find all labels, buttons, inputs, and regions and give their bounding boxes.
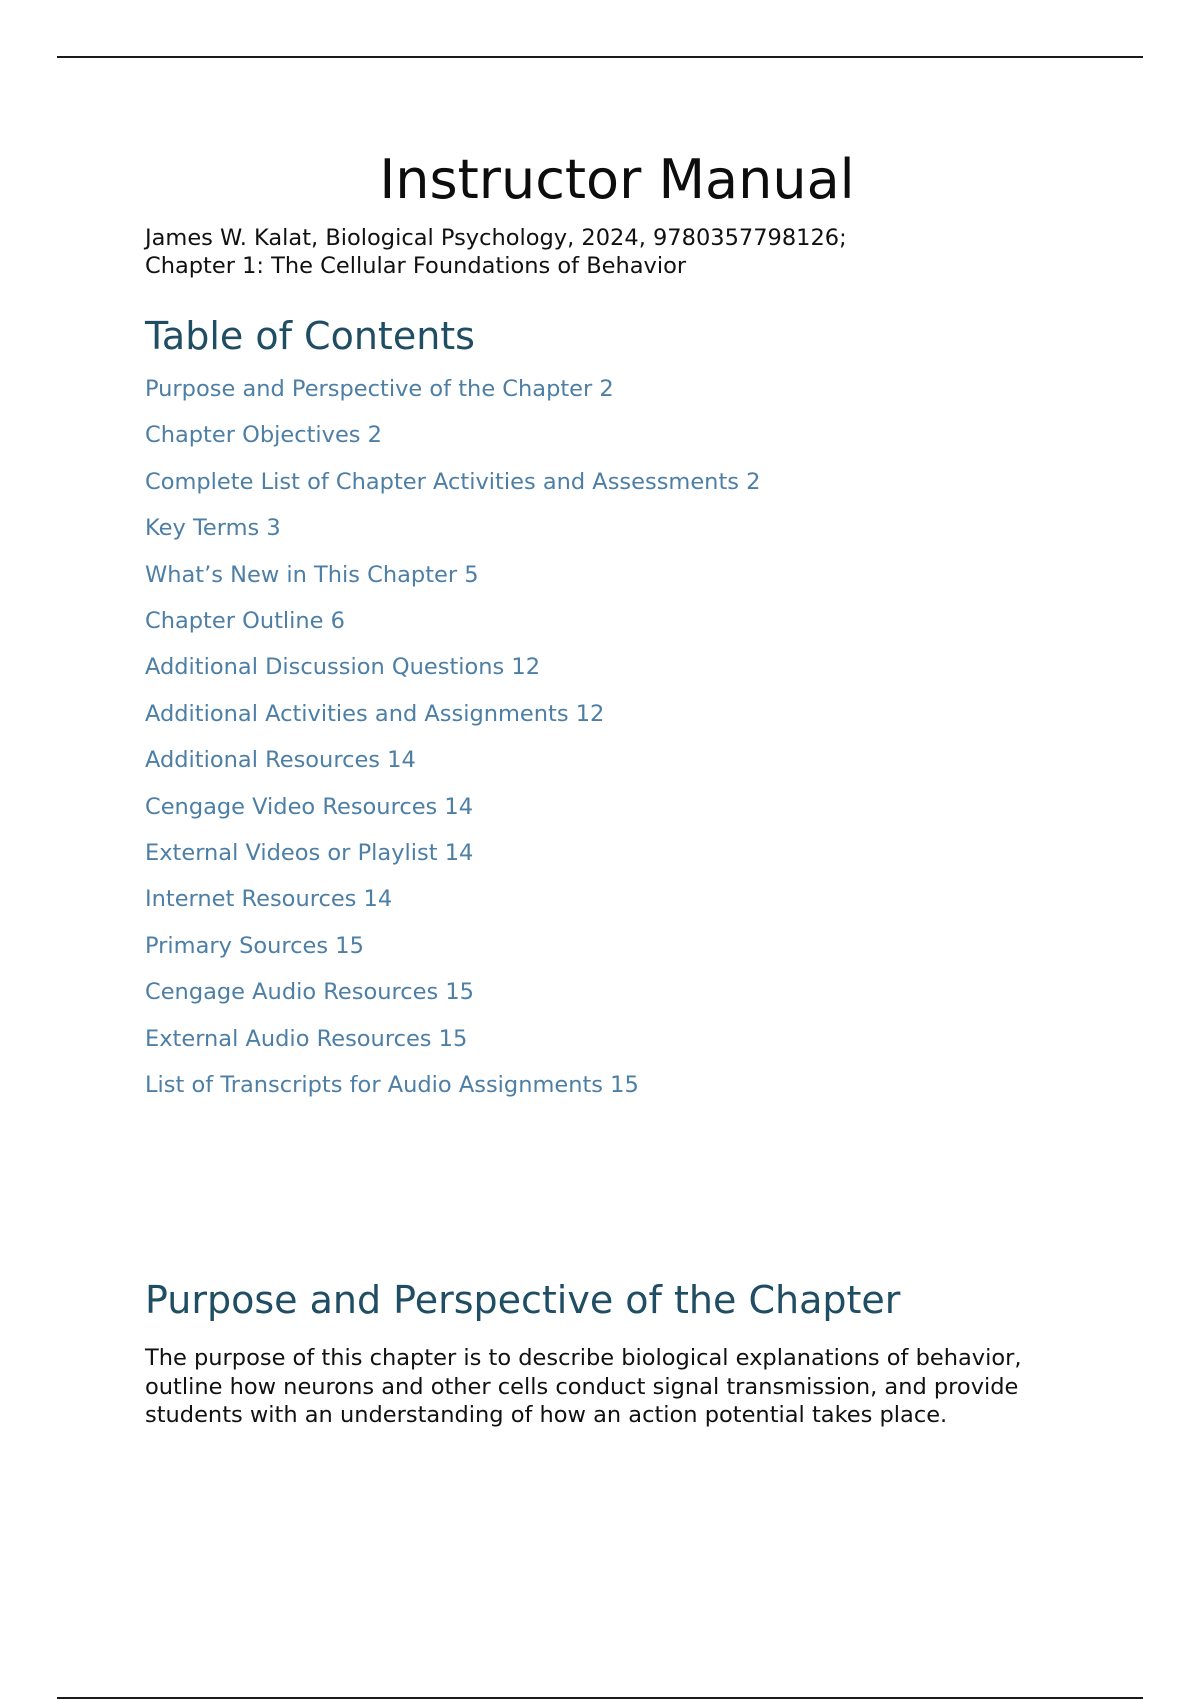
toc-link-primary-sources[interactable]: Primary Sources 15: [145, 932, 364, 959]
document-title: Instructor Manual: [379, 148, 855, 211]
document-front-matter: [145, 138, 1105, 1109]
section-heading: Purpose and Perspective of the Chapter: [145, 1278, 901, 1322]
toc-link-chapter-outline[interactable]: Chapter Outline 6: [145, 608, 345, 635]
toc-link-audio-transcripts[interactable]: List of Transcripts for Audio Assignments 15: [145, 1072, 639, 1099]
toc-link-external-audio[interactable]: External Audio Resources 15: [145, 1025, 468, 1052]
toc-list: [145, 366, 1105, 1109]
toc-link-cengage-video[interactable]: Cengage Video Resources 14: [145, 793, 474, 820]
header-rule: [57, 56, 1143, 58]
toc-link-cengage-audio[interactable]: Cengage Audio Resources 15: [145, 979, 474, 1006]
toc-link-internet-resources[interactable]: Internet Resources 14: [145, 886, 393, 913]
footer-rule: [57, 1697, 1143, 1699]
meta-book-line: James W. Kalat, Biological Psychology, 2024, 9780357798126;: [145, 225, 847, 251]
toc-link-activities-assignments[interactable]: Additional Activities and Assignments 12: [145, 700, 605, 727]
section-body: The purpose of this chapter is to describe biological explanations of behavior, outline how neurons and other cells conduct signal transmission, and provide students with an understanding of how an action potential takes place.: [145, 1345, 1022, 1428]
toc-link-external-videos[interactable]: External Videos or Playlist 14: [145, 840, 474, 867]
toc-link-key-terms[interactable]: Key Terms 3: [145, 515, 281, 542]
toc-heading: Table of Contents: [145, 314, 475, 358]
document-meta: [145, 224, 1105, 280]
toc-link-activities-assessments[interactable]: Complete List of Chapter Activities and Assessments 2: [145, 468, 761, 495]
toc-link-purpose[interactable]: Purpose and Perspective of the Chapter 2: [145, 376, 614, 402]
toc-link-objectives[interactable]: Chapter Objectives 2: [145, 422, 382, 449]
toc-link-whats-new[interactable]: What’s New in This Chapter 5: [145, 561, 479, 588]
toc-link-additional-resources[interactable]: Additional Resources 14: [145, 747, 416, 774]
meta-chapter-line: Chapter 1: The Cellular Foundations of Behavior: [145, 253, 687, 279]
toc-link-discussion-questions[interactable]: Additional Discussion Questions 12: [145, 654, 541, 681]
